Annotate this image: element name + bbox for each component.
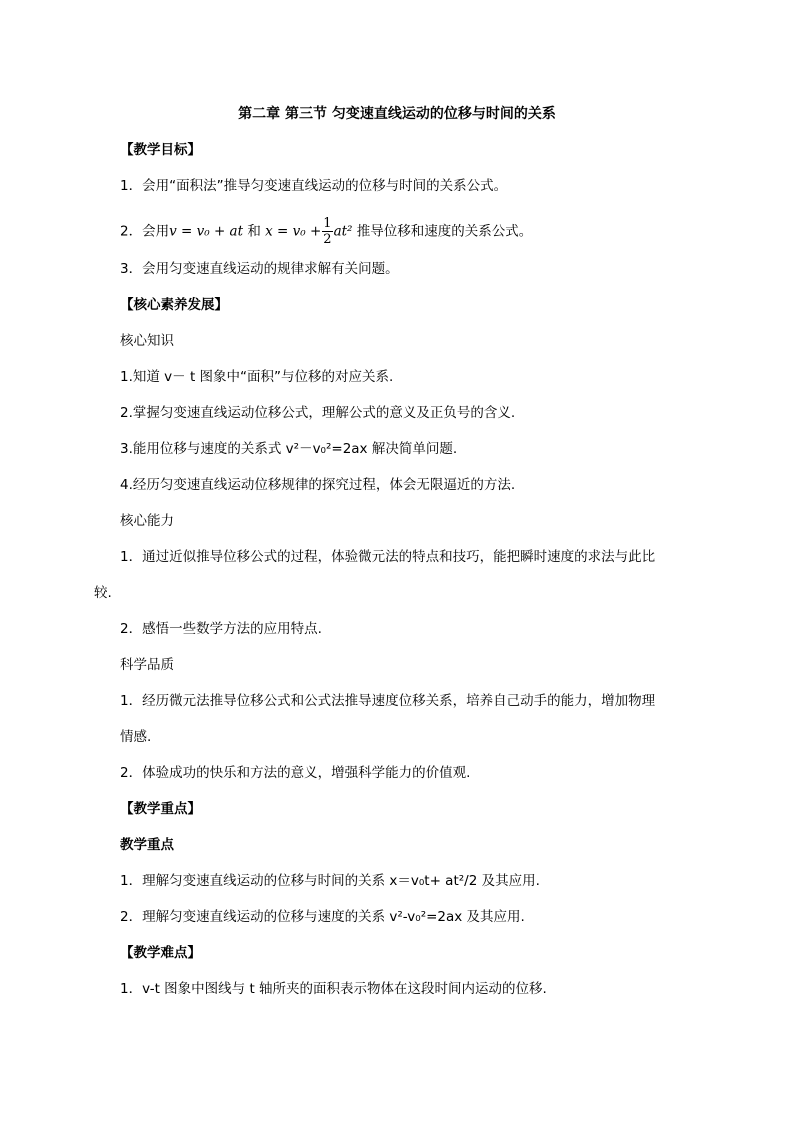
fraction-denominator: 2	[323, 232, 332, 247]
knowledge-item-3: 3.能用位移与速度的关系式 v²－v₀²=2ax 解决简单问题.	[120, 441, 458, 457]
difficult-points-heading: 【教学难点】	[120, 945, 201, 961]
teaching-goals-heading: 【教学目标】	[120, 142, 201, 158]
quality-item-2: 2．体验成功的快乐和方法的意义，增强科学能力的价值观.	[120, 765, 471, 781]
key-point-1: 1．理解匀变速直线运动的位移与时间的关系 x＝v₀t+ at²/2 及其应用.	[120, 873, 540, 889]
goal-item-2-prefix: 2．会用	[120, 223, 170, 240]
core-literacy-heading: 【核心素养发展】	[120, 297, 228, 313]
knowledge-item-2: 2.掌握匀变速直线运动位移公式，理解公式的意义及正负号的含义.	[120, 405, 516, 421]
goal-item-2-connector: 和	[247, 223, 261, 240]
difficult-point-1: 1．v-t 图象中图线与 t 轴所夹的面积表示物体在这段时间内运动的位移.	[120, 981, 547, 997]
core-ability-label: 核心能力	[120, 513, 174, 529]
displacement-formula-left: x = v₀ +	[265, 223, 322, 240]
ability-item-1-line-1: 1．通过近似推导位移公式的过程，体验微元法的特点和技巧，能把瞬时速度的求法与此比	[120, 549, 656, 565]
key-points-heading: 【教学重点】	[120, 801, 201, 817]
key-point-2: 2．理解匀变速直线运动的位移与速度的关系 v²-v₀²=2ax 及其应用.	[120, 909, 525, 925]
knowledge-item-4: 4.经历匀变速直线运动位移规律的探究过程，体会无限逼近的方法.	[120, 477, 516, 493]
goal-item-1: 1．会用“面积法”推导匀变速直线运动的位移与时间的关系公式。	[120, 178, 508, 194]
knowledge-item-1: 1.知道 v－ t 图象中“面积”与位移的对应关系.	[120, 369, 394, 385]
ability-item-1-line-2: 较.	[94, 585, 112, 601]
science-quality-label: 科学品质	[120, 657, 174, 673]
ability-item-2: 2．感悟一些数学方法的应用特点.	[120, 621, 322, 637]
displacement-formula-right: at²	[333, 223, 353, 240]
fraction-numerator: 1	[323, 216, 332, 231]
goal-item-3: 3．会用匀变速直线运动的规律求解有关问题。	[120, 261, 399, 277]
quality-item-1-line-1: 1．经历微元法推导位移公式和公式法推导速度位移关系，培养自己动手的能力，增加物理	[120, 693, 656, 709]
fraction-one-half	[322, 216, 332, 247]
goal-item-2	[120, 216, 532, 247]
goal-item-2-suffix: 推导位移和速度的关系公式。	[356, 223, 533, 240]
core-knowledge-label: 核心知识	[120, 333, 174, 349]
velocity-formula: v = v₀ + at	[169, 223, 244, 240]
document-title: 第二章 第三节 匀变速直线运动的位移与时间的关系	[238, 106, 556, 122]
key-points-subheading: 教学重点	[120, 837, 174, 853]
quality-item-1-line-2: 情感.	[120, 729, 152, 745]
